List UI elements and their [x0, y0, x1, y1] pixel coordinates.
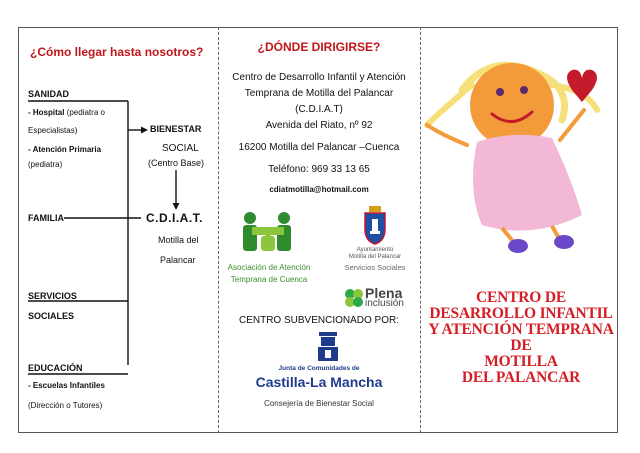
child-drawing-illustration	[422, 30, 616, 280]
sanidad-label: SANIDAD	[28, 89, 70, 99]
plena-label: Plena	[365, 285, 403, 301]
email-link[interactable]: cdiatmotilla@hotmail.com	[269, 185, 369, 194]
how-to-reach-heading: ¿Cómo llegar hasta nosotros?	[30, 45, 204, 59]
where-to-go-heading: ¿DÓNDE DIRIGIRSE?	[257, 40, 381, 54]
ayuntamiento-crest-icon	[362, 205, 388, 245]
title-line-2: DESARROLLO INFANTIL	[429, 305, 613, 322]
address-line-5: 16200 Motilla del Palancar –Cuenca	[238, 142, 400, 153]
asociacion-label-2: Temprana de Cuenca	[230, 275, 308, 284]
ayuntamiento-label-1: Ayuntamiento	[356, 247, 394, 253]
title-line-4: DE	[510, 337, 532, 354]
atencion-primaria-label: - Atención Primaria	[28, 145, 102, 154]
direccion-label: (Dirección o Tutores)	[28, 401, 103, 410]
ayuntamiento-label-2: Motilla del Palancar	[348, 254, 402, 260]
servicios-sociales-label: Servicios Sociales	[344, 263, 406, 272]
title-line-3: Y ATENCIÓN TEMPRANA	[428, 321, 614, 338]
servicios-label: SERVICIOS	[28, 291, 77, 301]
motilla-label-1: Motilla del	[158, 235, 199, 245]
title-line-5: MOTILLA	[484, 353, 558, 370]
educacion-label: EDUCACIÓN	[28, 363, 83, 373]
address-line-1: Centro de Desarrollo Infantil y Atención	[232, 72, 406, 83]
cdiat-label: C.D.I.A.T.	[146, 211, 204, 225]
pediatra-label: (pediatra)	[28, 160, 63, 169]
title-line-6: DEL PALANCAR	[461, 369, 581, 386]
address-line-4: Avenida del Riato, nº 92	[265, 120, 373, 131]
motilla-label-2: Palancar	[160, 255, 196, 265]
escuelas-label: - Escuelas Infantiles	[28, 381, 105, 390]
castilla-label: Castilla-La Mancha	[255, 374, 383, 390]
familia-label: FAMILIA	[28, 213, 64, 223]
centro-base-label: (Centro Base)	[148, 158, 205, 168]
social-label: SOCIAL	[162, 143, 199, 154]
title-line-1: CENTRO DE	[476, 289, 566, 306]
especialistas-label: Especialistas)	[28, 126, 78, 135]
address-line-2: Temprana de Motilla del Palancar	[244, 88, 394, 99]
arrowhead-cdiat	[173, 203, 180, 210]
hospital-detail: (pediatra o	[66, 108, 105, 117]
hospital-label: - Hospital	[28, 108, 65, 117]
castilla-emblem-icon	[316, 329, 340, 363]
phone-line: Teléfono: 969 33 13 65	[268, 164, 370, 175]
bienestar-label: BIENESTAR	[150, 124, 202, 134]
address-line-3: (C.D.I.A.T)	[295, 104, 343, 115]
plena-inclusion-icon	[344, 288, 364, 308]
junta-label: Junta de Comunidades de	[278, 365, 360, 372]
sociales-label: SOCIALES	[28, 311, 75, 321]
asociacion-logo-icon	[240, 210, 296, 254]
consejeria-label: Consejería de Bienestar Social	[264, 399, 374, 408]
inclusion-label: inclusión	[365, 298, 404, 309]
brochure-title	[425, 290, 617, 386]
subvencionado-label: CENTRO SUBVENCIONADO POR:	[238, 315, 400, 326]
asociacion-label-1: Asociación de Atención	[227, 263, 311, 272]
arrowhead-bienestar	[141, 127, 148, 134]
